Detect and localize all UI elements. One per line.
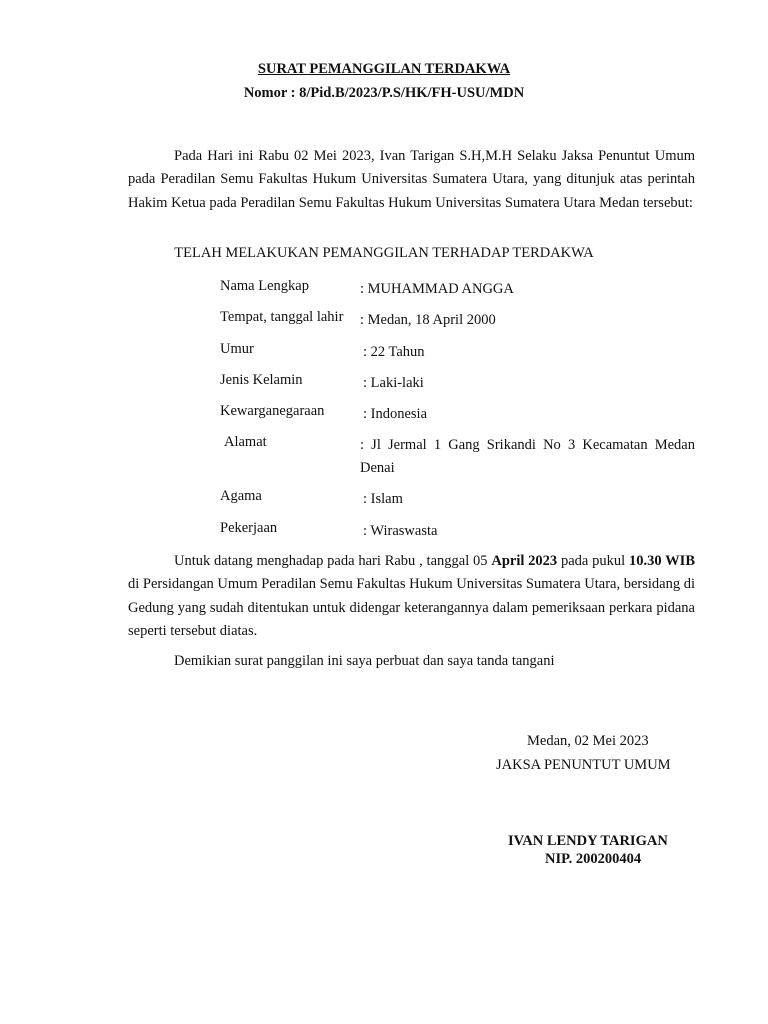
summons-heading: TELAH MELAKUKAN PEMANGGILAN TERHADAP TERDAKWA [174, 245, 594, 261]
signature-role: JAKSA PENUNTUT UMUM [496, 757, 671, 773]
summons-text: di Persidangan Umum Peradilan Semu Fakultas Hukum Universitas Sumatera Utara, bersidang di Gedung yang sudah ditentukan untuk didengar keterangannya dalam pemeriksaan perkara pidana seperti tersebut diatas. [128, 576, 696, 639]
identity-label: Alamat [224, 434, 267, 450]
summons-text: pada pukul [557, 553, 630, 569]
opening-text: Pada Hari ini Rabu 02 Mei 2023, Ivan Tarigan S.H,M.H Selaku Jaksa Penuntut Umum pada Peradilan Semu Fakultas Hukum Universitas Sumatera Utara, yang ditunjuk atas perintah Hakim Ketua pada Peradilan Semu Fakultas Hukum Universitas Sumatera Utara Medan tersebut: [128, 148, 695, 211]
identity-label: Tempat, tanggal lahir [220, 309, 344, 325]
identity-value: : MUHAMMAD ANGGA [360, 281, 514, 297]
summons-date: April 2023 [491, 553, 558, 569]
identity-label: Pekerjaan [220, 520, 278, 536]
identity-value: : 22 Tahun [363, 344, 425, 360]
identity-value: : Wiraswasta [363, 523, 438, 539]
summons-time: 10.30 WIB [629, 553, 696, 569]
identity-value: : Indonesia [363, 406, 428, 422]
identity-value: : Islam [363, 491, 403, 507]
opening-paragraph [128, 145, 695, 215]
signature-nip: NIP. 200200404 [545, 851, 642, 867]
identity-label: Nama Lengkap [220, 278, 309, 294]
closing-text: Demikian surat panggilan ini saya perbuat dan saya tanda tangani [174, 653, 555, 669]
identity-label: Umur [220, 341, 254, 357]
summons-text: Untuk datang menghadap pada hari Rabu , tanggal 05 [174, 553, 492, 569]
identity-label: Kewarganegaraan [220, 403, 325, 419]
identity-value: : Jl Jermal 1 Gang Srikandi No 3 Kecamatan Medan Denai [360, 437, 695, 476]
identity-label: Agama [220, 488, 262, 504]
letter-number: Nomor : 8/Pid.B/2023/P.S/HK/FH-USU/MDN [243, 85, 525, 101]
identity-label: Jenis Kelamin [220, 372, 303, 388]
letter-title: SURAT PEMANGGILAN TERDAKWA [257, 61, 511, 77]
summons-paragraph [128, 550, 695, 643]
closing-paragraph [128, 650, 695, 673]
signature-name: IVAN LENDY TARIGAN [508, 833, 668, 849]
identity-value: : Laki-laki [363, 375, 424, 391]
identity-value: : Medan, 18 April 2000 [360, 312, 496, 328]
signature-place-date: Medan, 02 Mei 2023 [527, 733, 649, 749]
